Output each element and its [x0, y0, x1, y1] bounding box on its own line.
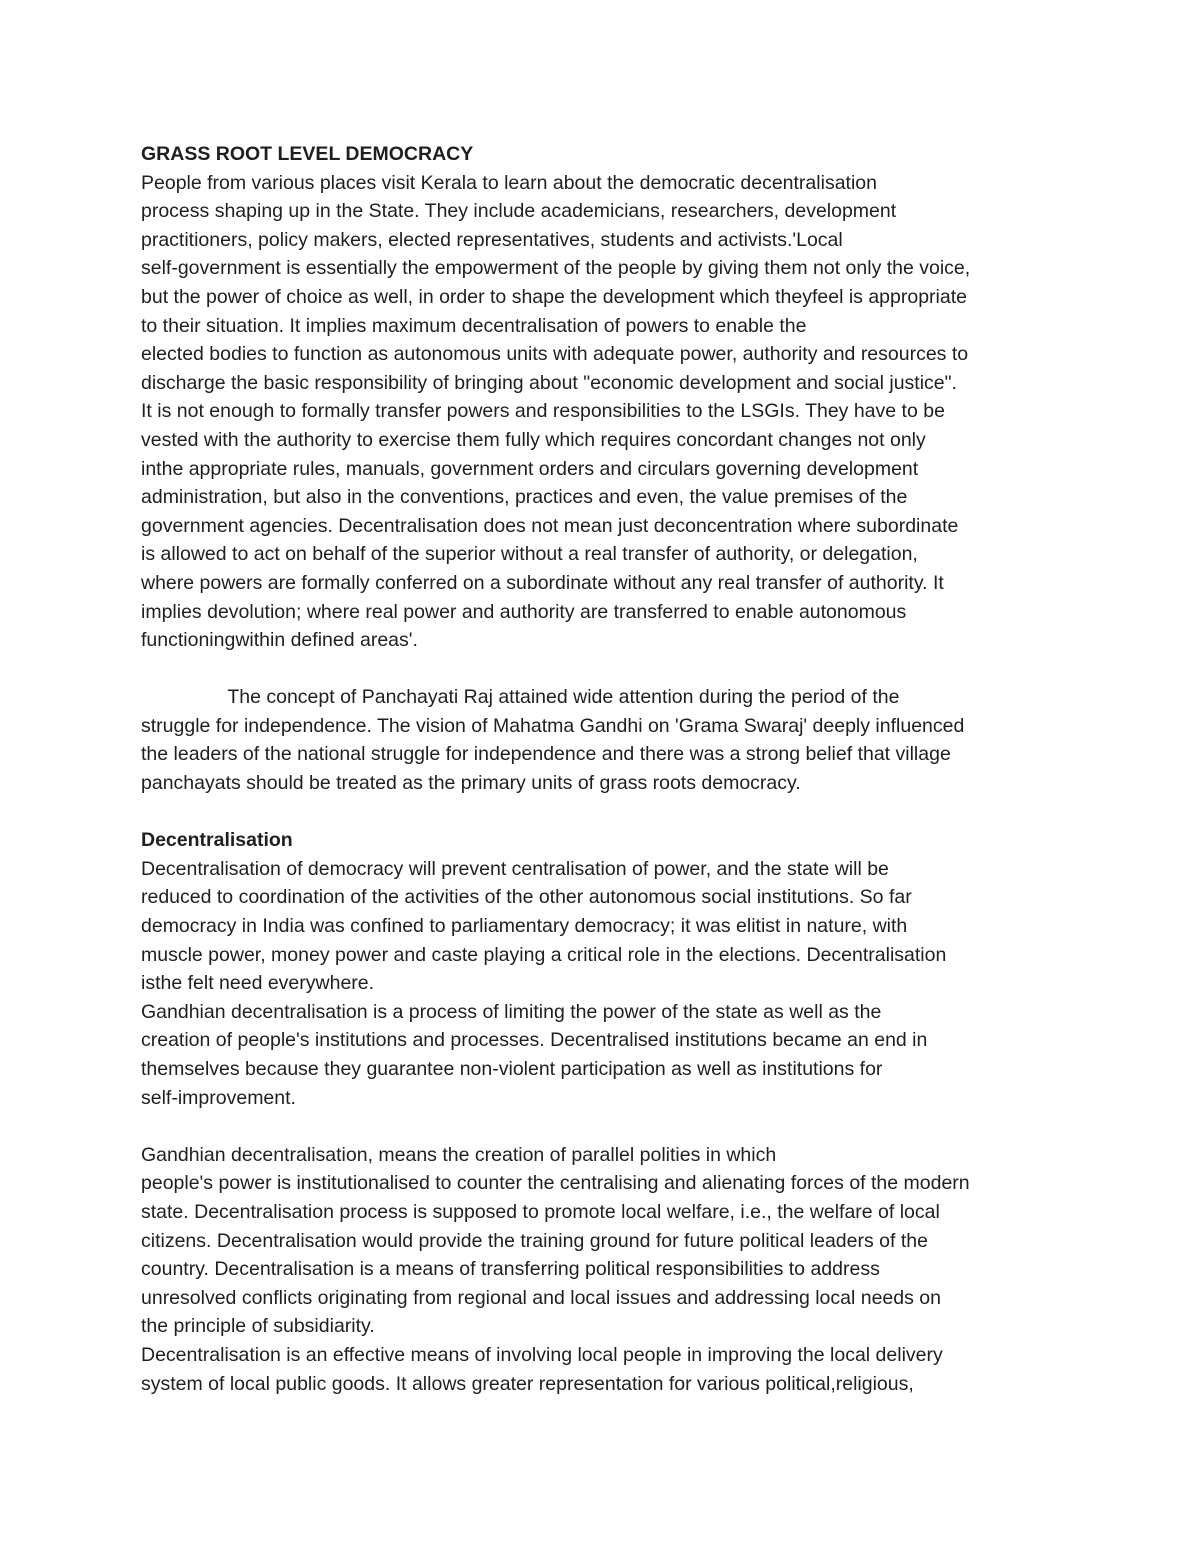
section-heading-decentralisation: Decentralisation	[141, 829, 293, 852]
text-line: to their situation. It implies maximum decentralisation of powers to enable the	[141, 314, 807, 337]
text-line: the leaders of the national struggle for independence and there was a strong belief that village	[141, 743, 951, 766]
text-line: process shaping up in the State. They include academicians, researchers, development	[141, 200, 897, 223]
text-line: but the power of choice as well, in order to shape the development which theyfeel is appropriate	[141, 285, 967, 308]
text-line: is allowed to act on behalf of the superior without a real transfer of authority, or delegation,	[141, 543, 918, 566]
document-body	[141, 140, 1101, 1398]
text-line: Gandhian decentralisation, means the creation of parallel polities in which	[141, 1143, 777, 1166]
text-line: practitioners, policy makers, elected representatives, students and activists.'Local	[141, 228, 843, 251]
text-line: Decentralisation of democracy will prevent centralisation of power, and the state will be	[141, 857, 889, 880]
text-line: People from various places visit Kerala to learn about the democratic decentralisation	[141, 171, 877, 194]
text-line: isthe felt need everywhere.	[141, 972, 375, 995]
text-line: creation of people's institutions and processes. Decentralised institutions became an end in	[141, 1029, 928, 1052]
text-line: implies devolution; where real power and authority are transferred to enable autonomous	[141, 600, 907, 623]
text-line: Decentralisation is an effective means of involving local people in improving the local delivery	[141, 1343, 943, 1366]
text-line: It is not enough to formally transfer powers and responsibilities to the LSGIs. They have to be	[141, 400, 945, 423]
text-line: administration, but also in the conventions, practices and even, the value premises of the	[141, 486, 908, 509]
text-line: where powers are formally conferred on a subordinate without any real transfer of authority. It	[141, 571, 944, 594]
paragraph-intro	[141, 169, 1101, 655]
text-line: citizens. Decentralisation would provide the training ground for future political leaders of the	[141, 1229, 928, 1252]
paragraph-gandhian-decentralisation	[141, 1141, 1101, 1398]
text-line: self-improvement.	[141, 1086, 296, 1109]
text-line: The concept of Panchayati Raj attained wide attention during the period of the	[141, 686, 900, 709]
text-line: vested with the authority to exercise them fully which requires concordant changes not only	[141, 428, 926, 451]
text-line: panchayats should be treated as the primary units of grass roots democracy.	[141, 772, 801, 795]
text-line: functioningwithin defined areas'.	[141, 629, 418, 652]
text-line: democracy in India was confined to parliamentary democracy; it was elitist in nature, with	[141, 915, 908, 938]
text-line: elected bodies to function as autonomous units with adequate power, authority and resources to	[141, 343, 969, 366]
text-line: struggle for independence. The vision of Mahatma Gandhi on 'Grama Swaraj' deeply influenced	[141, 714, 965, 737]
text-line: country. Decentralisation is a means of transferring political responsibilities to address	[141, 1258, 880, 1281]
document-title: GRASS ROOT LEVEL DEMOCRACY	[141, 143, 474, 165]
paragraph-spacer	[141, 655, 1101, 684]
text-line: Gandhian decentralisation is a process of limiting the power of the state as well as the	[141, 1000, 882, 1023]
paragraph-spacer	[141, 1112, 1101, 1141]
text-line: self-government is essentially the empowerment of the people by giving them not only the voice,	[141, 257, 971, 280]
paragraph-spacer	[141, 798, 1101, 827]
text-line: state. Decentralisation process is supposed to promote local welfare, i.e., the welfare of local	[141, 1200, 940, 1223]
text-line: unresolved conflicts originating from regional and local issues and addressing local needs on	[141, 1286, 941, 1309]
text-line: people's power is institutionalised to counter the centralising and alienating forces of the modern	[141, 1172, 970, 1195]
text-line: inthe appropriate rules, manuals, government orders and circulars governing development	[141, 457, 919, 480]
paragraph-decentralisation	[141, 855, 1101, 1112]
text-line: system of local public goods. It allows greater representation for various political,religious,	[141, 1372, 914, 1395]
text-line: muscle power, money power and caste playing a critical role in the elections. Decentralisation	[141, 943, 947, 966]
text-line: the principle of subsidiarity.	[141, 1315, 375, 1338]
text-line: reduced to coordination of the activities of the other autonomous social institutions. So far	[141, 886, 912, 909]
text-line: themselves because they guarantee non-violent participation as well as institutions for	[141, 1058, 883, 1080]
text-line: government agencies. Decentralisation does not mean just deconcentration where subordinate	[141, 514, 959, 537]
paragraph-panchayati-raj	[141, 683, 1101, 797]
text-line: discharge the basic responsibility of bringing about "economic development and social justice".	[141, 371, 957, 394]
